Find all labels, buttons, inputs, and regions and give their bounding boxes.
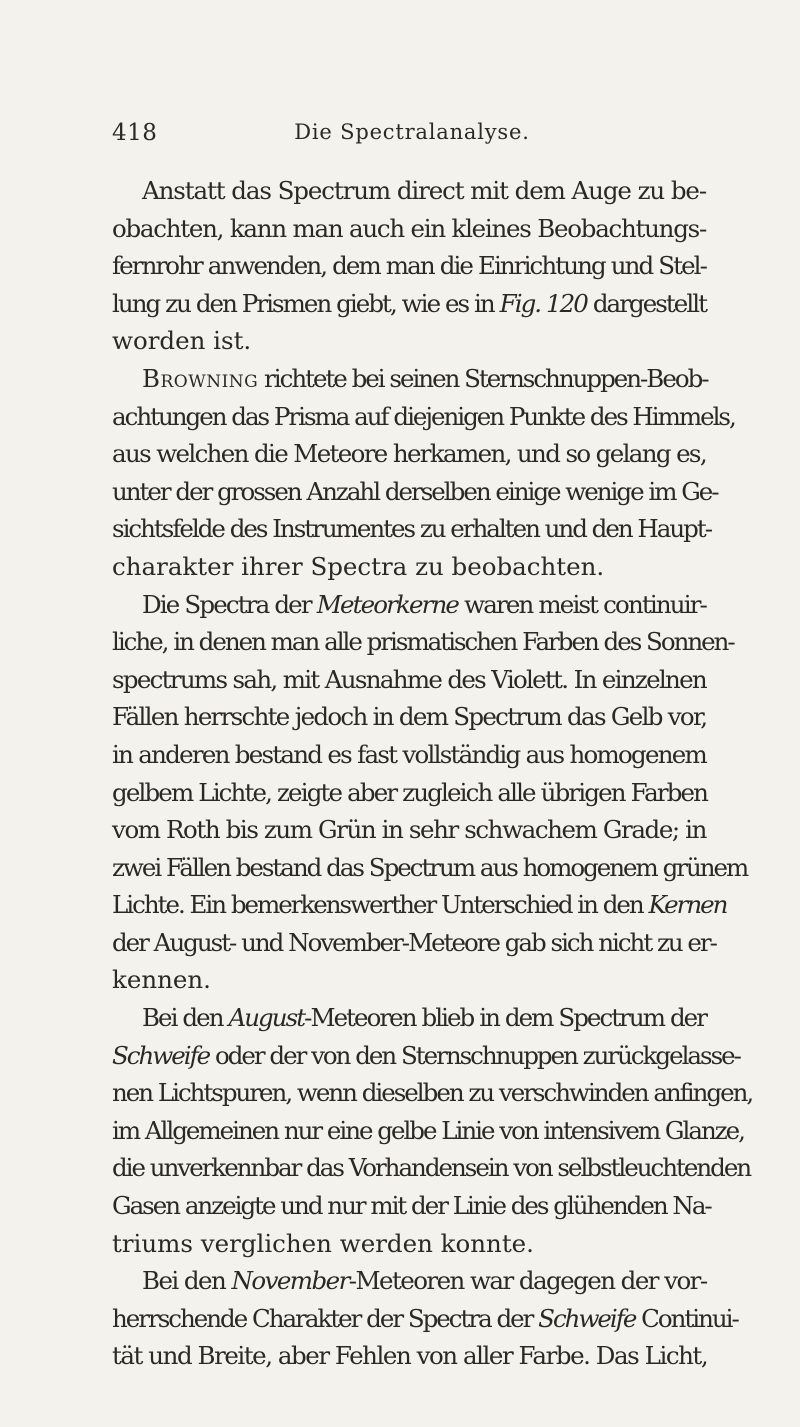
emphasis: November (231, 1266, 349, 1296)
running-head (112, 120, 712, 160)
text-line: Die Spectra der Meteorkerne waren meist continuir- (142, 589, 706, 619)
text-line: im Allgemeinen nur eine gelbe Linie von intensivem Glanze, (112, 1115, 744, 1145)
text-line: zwei Fällen bestand das Spectrum aus homogenem grünem (112, 852, 748, 882)
text-line: aus welchen die Meteore herkamen, und so gelang es, (112, 439, 706, 469)
text-line: Lichte. Ein bemerkenswerther Unterschied in den Kernen (112, 890, 727, 920)
text-line: kennen. (112, 965, 211, 995)
text-line: herrschende Charakter der Spectra der Schweife Continui- (112, 1303, 738, 1333)
text-line: Bei den August-Meteoren blieb in dem Spectrum der (142, 1003, 706, 1033)
text-line: lung zu den Prismen giebt, wie es in Fig. 120 dargestellt (112, 288, 706, 318)
page-number: 418 (112, 120, 158, 146)
text-line: Schweife oder der von den Sternschnuppen zurückgelasse- (112, 1040, 740, 1070)
author-name: Browning (142, 363, 259, 393)
text-line: nen Lichtspuren, wenn dieselben zu verschwinden anfingen, (112, 1078, 753, 1108)
text-line: die unverkennbar das Vorhandensein von selbstleuchtenden (112, 1153, 751, 1183)
emphasis: Meteorkerne (316, 589, 459, 619)
body-text (112, 172, 753, 1375)
text-line: vom Roth bis zum Grün in sehr schwachem Grade; in (112, 815, 706, 845)
emphasis: Schweife (538, 1303, 636, 1333)
text-line: Gasen anzeigte und nur mit der Linie des glühenden Na- (112, 1191, 711, 1221)
emphasis: Kernen (648, 890, 727, 920)
text-line: Fällen herrschte jedoch in dem Spectrum das Gelb vor, (112, 702, 707, 732)
text-line: tät und Breite, aber Fehlen von aller Farbe. Das Licht, (112, 1341, 708, 1371)
text-line: charakter ihrer Spectra zu beobachten. (112, 551, 605, 581)
text-line: fernrohr anwenden, dem man die Einrichtung und Stel- (112, 251, 706, 281)
text-line: Browning richtete bei seinen Sternschnuppen-Beob- (142, 363, 708, 393)
figure-reference: Fig. 120 (499, 288, 587, 318)
text-line: achtungen das Prisma auf diejenigen Punkte des Himmels, (112, 401, 735, 431)
text-line: sichtsfelde des Instrumentes zu erhalten und den Haupt- (112, 514, 711, 544)
text-line: Anstatt das Spectrum direct mit dem Auge zu be- (142, 176, 706, 205)
running-title: Die Spectralanalyse. (294, 120, 530, 144)
emphasis: August (228, 1003, 305, 1033)
emphasis: Schweife (112, 1040, 210, 1070)
text-line: triums verglichen werden konnte. (112, 1228, 534, 1258)
text-line: worden ist. (112, 326, 252, 356)
text-line: obachten, kann man auch ein kleines Beobachtungs- (112, 213, 706, 243)
text-line: Bei den November-Meteoren war dagegen der vor- (142, 1266, 707, 1296)
text-line: in anderen bestand es fast vollständig aus homogenem (112, 739, 706, 769)
text-line: spectrums sah, mit Ausnahme des Violett. In einzelnen (112, 664, 706, 694)
text-line: gelbem Lichte, zeigte aber zugleich alle übrigen Farben (112, 777, 708, 807)
text-line: unter der grossen Anzahl derselben einige wenige im Ge- (112, 476, 718, 506)
text-line: der August- und November-Meteore gab sich nicht zu er- (112, 927, 716, 957)
text-line: liche, in denen man alle prismatischen Farben des Sonnen- (112, 627, 734, 657)
